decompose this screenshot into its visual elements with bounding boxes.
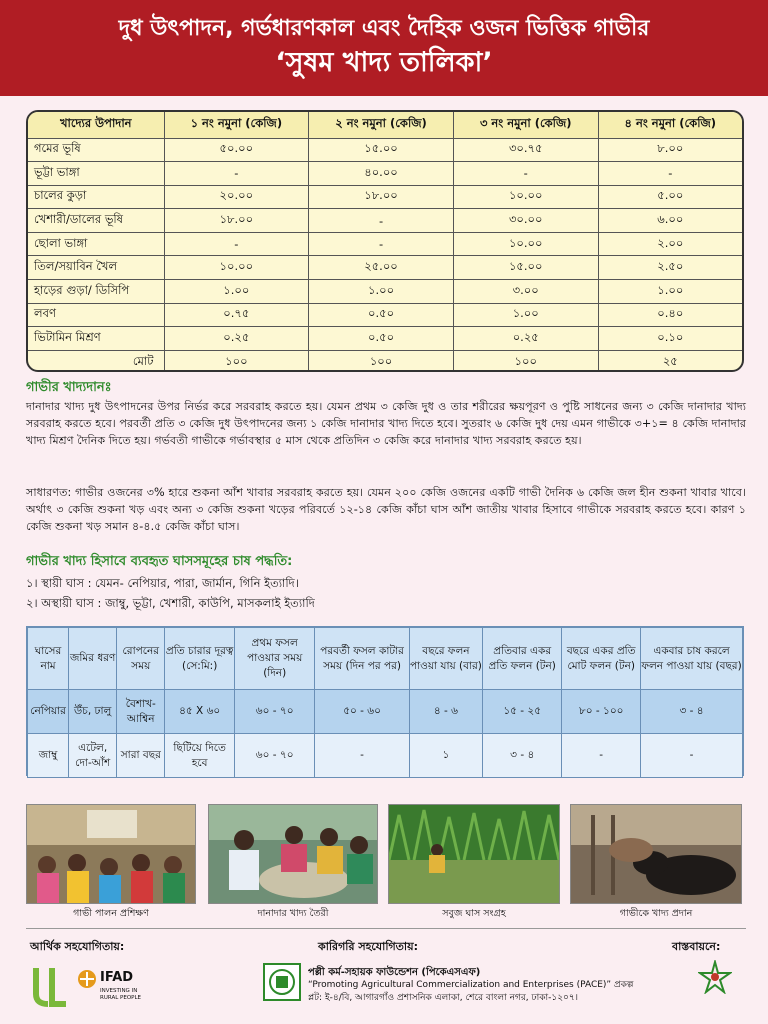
cell: ০.৪০ [598,303,742,327]
grass-table [27,627,743,778]
cell: - [309,209,454,233]
grass-header: একবার চাষ করলে ফলন পাওয়া যায় (বছর) [641,628,743,690]
cell: ৫০.০০ [164,138,309,162]
cell: - [315,734,409,778]
cell: ৪০.০০ [309,162,454,186]
cell: ১ [409,734,482,778]
cell: লবণ [28,303,164,327]
col-sample-3: ৩ নং নমুনা (কেজি) [453,112,598,138]
cell: ছোলা ভাঙ্গা [28,232,164,256]
col-sample-4: ৪ নং নমুনা (কেজি) [598,112,742,138]
implementer-logo-icon [698,960,732,994]
grass-header: জমির ধরণ [69,628,117,690]
cell: এটেল, দো-আঁশ [69,734,117,778]
table-row [28,232,742,256]
grass-list-item-2: ২। অস্থায়ী ঘাস : জাম্বু, ভূট্টা, খেশারী, কাউপি, মাসকলাই ইত্যাদি [26,596,315,610]
header-line-2: ‘সুষম খাদ্য তালিকা’ [275,47,493,78]
grass-header: বছরে ফলন পাওয়া যায় (বার) [409,628,482,690]
cell: ৫০ - ৬০ [315,690,409,734]
cell: ২.৫০ [598,256,742,280]
cell: - [164,232,309,256]
ifad-logo [30,964,150,1012]
cell: ৫.০০ [598,185,742,209]
cell: ১০.০০ [453,232,598,256]
cell: ২৫.০০ [309,256,454,280]
cell: ১.০০ [309,280,454,304]
cell: ১৫.০০ [309,138,454,162]
cell: ১৫.০০ [453,256,598,280]
cell: ১.০০ [453,303,598,327]
cell: ২৫ [598,350,742,372]
grass-header: প্রথম ফসল পাওয়ার সময় (দিন) [235,628,315,690]
col-ingredient: খাদ্যের উপাদান [28,112,164,138]
cell: - [641,734,743,778]
ifad-tagline: INVESTING IN RURAL PEOPLE [100,988,141,1001]
ifad-emblem-icon [76,968,98,990]
cell: ছিটিয়ে দিতে হবে [165,734,235,778]
grass-header: রোপনের সময় [117,628,165,690]
feeding-paragraph-1: দানাদার খাদ্য দুধ উৎপাদনের উপর নির্ভর করে সরবরাহ করতে হয়। যেমন প্রথম ৩ কেজি দুধ ও তার শরীরের ক্ষয়পূরণ ও পুষ্টি সাধনের জন্য ৩ কেজি দানাদার খাদ্য সরবরাহ করতে হবে। পরবর্তী প্রতি ৩ কেজি দুধ উৎপাদনের জন্য ১ কেজি দানাদার খাদ্য দিতে হবে। সুতরাং ৬ কেজি দুধ দেয় এমন গাভীকে ৩+১= ৪ কেজি দানাদার খাদ্য মিশ্রণ দৈনিক দিতে হয়। গর্ভবতী গাভীকে গর্ভাবস্থার ৫ মাস থেকে প্রতিদিন ৩ কেজি করে দানাদার খাদ্য সরবরাহ করতে হয়। [26,400,746,448]
cell: ১৮.০০ [309,185,454,209]
feed-table-header-row [28,112,742,138]
photo-caption: দানাদার খাদ্য তৈরী [257,908,329,919]
feed-table-frame [26,110,744,372]
photo-caption: সবুজ ঘাস সংগ্রহ [442,908,506,919]
grass-header: প্রতি চারার দূরত্ব (সে:মি:) [165,628,235,690]
cell: ১০.০০ [453,185,598,209]
technical-support-label: কারিগরি সহযোগিতায়: [318,940,418,953]
cell: ৩ - ৪ [483,734,562,778]
col-sample-1: ১ নং নমুনা (কেজি) [164,112,309,138]
pksf-logo-icon [262,962,302,1002]
grass-table-frame [26,626,744,776]
jl-logo-icon [30,964,70,1008]
header-line-1: দুধ উৎপাদন, গর্ভধারণকাল এবং দৈহিক ওজন ভিত্তিক গাভীর [118,16,650,41]
cell: নেপিয়ার [28,690,69,734]
pksf-project: “Promoting Agricultural Commercialization and Enterprises (PACE)” প্রকল্প [308,980,634,990]
cell: ৮.০০ [598,138,742,162]
cell: ১০০ [453,350,598,372]
cell: ৩.০০ [453,280,598,304]
grass-list-item-1: ১। স্থায়ী ঘাস : যেমন- নেপিয়ার, পারা, জার্মান, গিনি ইত্যাদি। [26,576,299,590]
feeding-title: গাভীর খাদ্যদানঃ [26,380,112,395]
cell: ০.১০ [598,327,742,351]
cell: ১৫ - ২৫ [483,690,562,734]
table-row [28,256,742,280]
cell: হাড়ের গুড়া/ ডিসিপি [28,280,164,304]
table-total-row [28,350,742,372]
table-row [28,327,742,351]
cell: - [562,734,641,778]
cell: ০.৫০ [309,303,454,327]
cell: ০.২৫ [164,327,309,351]
pksf-info [308,966,633,1005]
cell: ৩০.০০ [453,209,598,233]
cell: মোট [28,350,164,372]
cell: ৪ - ৬ [409,690,482,734]
grass-header: প্রতিবার একর প্রতি ফলন (টন) [483,628,562,690]
cell: উঁচ, ঢালু [69,690,117,734]
table-row [28,734,743,778]
pksf-address: প্লট: ই-৪/বি, আগারগাঁও প্রশাসনিক এলাকা, শেরে বাংলা নগর, ঢাকা-১২০৭। [308,993,578,1003]
cell: ভিটামিন মিশ্রণ [28,327,164,351]
cell: জাম্বু [28,734,69,778]
cell: - [309,232,454,256]
poster-header [0,0,768,96]
cell: ৪৫ X ৬০ [165,690,235,734]
ifad-wordmark: IFAD [100,970,134,985]
cell: ২০.০০ [164,185,309,209]
cell: ৬০ - ৭০ [235,690,315,734]
footer-divider [26,928,746,929]
feeding-paragraph-2: সাধারণত: গাভীর ওজনের ৩% হারে শুকনা আঁশ খাবার সরবরাহ করতে হয়। যেমন ২০০ কেজি ওজনের একটি গাভী দৈনিক ৬ কেজি জল হীন শুকনা খাবার খাবে। অর্থাৎ ৩ কেজি শুকনা খড় এবং অন্য ৩ কেজি শুকনা খড়ের পরিবর্তে ১২-১৪ কেজি কাঁচা ঘাস আঁশ জাতীয় খাবার হিসাবে গাভীকে সরবরাহ করতে হবে। কারণ ১ কেজি শুকনা খড় সমান ৪-৪.৫ কেজি কাঁচা ঘাস। [26,486,746,534]
table-row [28,690,743,734]
photo-feed-making [208,804,378,904]
table-row [28,280,742,304]
cell: ১০০ [309,350,454,372]
grass-header: ঘাসের নাম [28,628,69,690]
photo-caption: গাভীকে খাদ্য প্রদান [619,908,693,919]
grass-title: গাভীর খাদ্য হিসাবে ব্যবহৃত ঘাসসমূহের চাষ পদ্ধতি: [26,554,293,569]
cell: বৈশাখ-আশ্বিন [117,690,165,734]
grass-header: পরবর্তী ফসল কাটার সময় (দিন পর পর) [315,628,409,690]
cell: তিল/সয়াবিন খৈল [28,256,164,280]
photo-cattle-feeding [570,804,742,904]
table-row [28,162,742,186]
table-row [28,209,742,233]
cell: গমের ভূষি [28,138,164,162]
photo-grass-collection [388,804,560,904]
cell: - [453,162,598,186]
table-row [28,303,742,327]
cell: ৩০.৭৫ [453,138,598,162]
cell: ৮০ - ১০০ [562,690,641,734]
feed-table [28,112,742,372]
photo-training [26,804,196,904]
financial-support-label: আর্থিক সহযোগিতায়: [30,940,125,953]
photo-caption: গাভী পালন প্রশিক্ষণ [73,908,149,919]
cell: - [164,162,309,186]
table-row [28,185,742,209]
cell: ২.০০ [598,232,742,256]
grass-header: বছরে একর প্রতি মোট ফলন (টন) [562,628,641,690]
cell: চালের কুড়া [28,185,164,209]
cell: ১০০ [164,350,309,372]
cell: খেশারী/ডালের ভূষি [28,209,164,233]
col-sample-2: ২ নং নমুনা (কেজি) [309,112,454,138]
cell: ৬০ - ৭০ [235,734,315,778]
cell: ৩ - ৪ [641,690,743,734]
pksf-name: পল্লী কর্ম-সহায়ক ফাউন্ডেশন (পিকেএসএফ) [308,967,481,978]
cell: সারা বছর [117,734,165,778]
cell: ১৮.০০ [164,209,309,233]
cell: ১.০০ [164,280,309,304]
table-row [28,138,742,162]
implementation-label: বাস্তবায়নে: [672,940,721,953]
cell: ১০.০০ [164,256,309,280]
cell: ১.০০ [598,280,742,304]
grass-table-header-row [28,628,743,690]
cell: ০.৭৫ [164,303,309,327]
cell: - [598,162,742,186]
cell: ৬.০০ [598,209,742,233]
cell: ০.৫০ [309,327,454,351]
cell: ০.২৫ [453,327,598,351]
cell: ভূট্টা ভাঙ্গা [28,162,164,186]
